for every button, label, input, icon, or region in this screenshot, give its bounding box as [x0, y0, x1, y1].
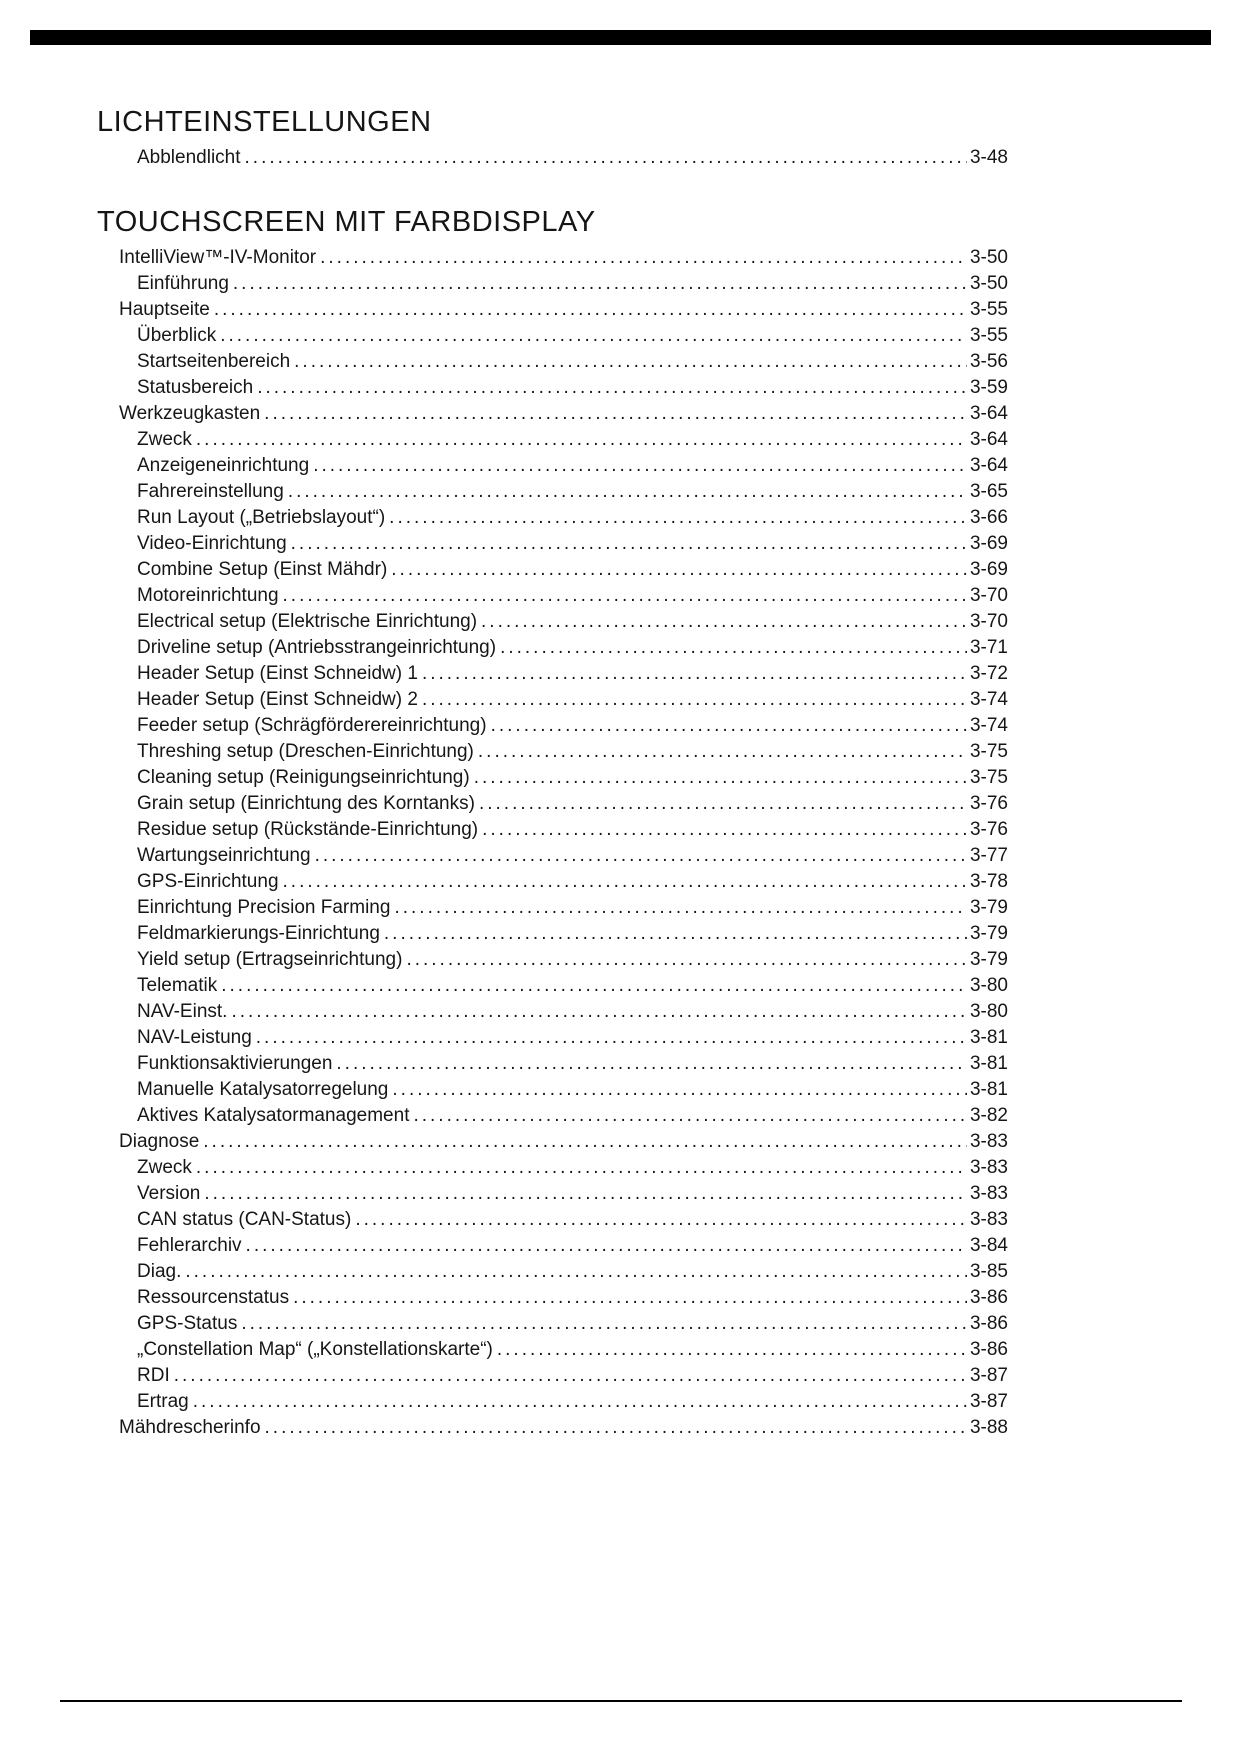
toc-entry	[97, 145, 1008, 171]
toc-entry-page: 3-64	[969, 429, 1008, 450]
toc-entry	[97, 713, 1008, 739]
toc-entry-page: 3-88	[969, 1417, 1008, 1438]
toc-entry-label: Motoreinrichtung	[137, 585, 279, 606]
toc-entry-page: 3-69	[969, 533, 1008, 554]
toc-leader-dots	[313, 453, 967, 479]
toc-entry	[97, 1077, 1008, 1103]
toc-entry-page: 3-83	[969, 1131, 1008, 1152]
toc-entry-label: Fahrereinstellung	[137, 481, 284, 502]
toc-section	[97, 205, 1008, 1441]
toc-leader-dots	[491, 713, 967, 739]
toc-leader-dots	[221, 973, 967, 999]
toc-entry-page: 3-76	[969, 819, 1008, 840]
toc-entry	[97, 1311, 1008, 1337]
toc-leader-dots	[245, 145, 967, 171]
toc-entry-label: Feeder setup (Schrägförderereinrichtung)	[137, 715, 487, 736]
toc-entry-label: Feldmarkierungs-Einrichtung	[137, 923, 380, 944]
toc-entry-label: Zweck	[137, 1157, 192, 1178]
toc-leader-dots	[231, 999, 967, 1025]
toc-entry-page: 3-55	[969, 325, 1008, 346]
toc-entry-page: 3-75	[969, 767, 1008, 788]
toc-leader-dots	[246, 1233, 967, 1259]
toc-entry	[97, 1363, 1008, 1389]
toc-entry-label: Residue setup (Rückstände-Einrichtung)	[137, 819, 479, 840]
toc-leader-dots	[478, 739, 967, 765]
toc-entry	[97, 739, 1008, 765]
toc-entry	[97, 375, 1008, 401]
toc-leader-dots	[500, 635, 967, 661]
toc-entry-page: 3-59	[969, 377, 1008, 398]
toc-entry	[97, 1129, 1008, 1155]
toc-entry-label: Driveline setup (Antriebsstrangeinrichtung)	[137, 637, 497, 658]
toc-entry-label: Fehlerarchiv	[137, 1235, 242, 1256]
toc-entry-page: 3-66	[969, 507, 1008, 528]
toc-leader-dots	[196, 427, 967, 453]
toc-entry-label: Yield setup (Ertragseinrichtung)	[137, 949, 403, 970]
toc-entry-page: 3-87	[969, 1391, 1008, 1412]
toc-entry-page: 3-86	[969, 1287, 1008, 1308]
toc-entry	[97, 661, 1008, 687]
toc-entry	[97, 791, 1008, 817]
toc-entry-page: 3-79	[969, 923, 1008, 944]
toc-entry-page: 3-70	[969, 611, 1008, 632]
toc-entry	[97, 947, 1008, 973]
toc-entry	[97, 973, 1008, 999]
toc-leader-dots	[288, 479, 967, 505]
toc-leader-dots	[283, 583, 967, 609]
toc-entry-label: Run Layout („Betriebslayout“)	[137, 507, 386, 528]
section-title: TOUCHSCREEN MIT FARBDISPLAY	[97, 206, 596, 238]
toc-entry-page: 3-74	[969, 715, 1008, 736]
toc-entry	[97, 1259, 1008, 1285]
toc-entry-label: Ertrag	[137, 1391, 189, 1412]
toc-leader-dots	[389, 505, 967, 531]
toc-entry-label: Combine Setup (Einst Mähdr)	[137, 559, 388, 580]
toc-entry-page: 3-84	[969, 1235, 1008, 1256]
toc-entry-label: Einrichtung Precision Farming	[137, 897, 391, 918]
toc-entry	[97, 323, 1008, 349]
toc-entry-page: 3-83	[969, 1157, 1008, 1178]
toc-entry-label: Werkzeugkasten	[119, 403, 261, 424]
toc-entry-page: 3-71	[969, 637, 1008, 658]
toc-leader-dots	[422, 687, 967, 713]
toc-entry-page: 3-86	[969, 1313, 1008, 1334]
toc-entry-page: 3-81	[969, 1079, 1008, 1100]
toc-entry	[97, 245, 1008, 271]
toc-entry-page: 3-78	[969, 871, 1008, 892]
toc-entry-page: 3-55	[969, 299, 1008, 320]
toc-entry-page: 3-72	[969, 663, 1008, 684]
toc-entry-page: 3-48	[969, 147, 1008, 168]
toc-entry-page: 3-80	[969, 1001, 1008, 1022]
toc-entry-page: 3-74	[969, 689, 1008, 710]
toc-leader-dots	[233, 271, 967, 297]
toc-leader-dots	[196, 1155, 967, 1181]
toc-entry	[97, 921, 1008, 947]
toc-entry-label: Version	[137, 1183, 201, 1204]
toc-entry-label: Grain setup (Einrichtung des Korntanks)	[137, 793, 475, 814]
toc-leader-dots	[256, 1025, 967, 1051]
toc-entry-page: 3-87	[969, 1365, 1008, 1386]
toc-entry	[97, 583, 1008, 609]
toc-entry-label: Electrical setup (Elektrische Einrichtung)	[137, 611, 478, 632]
toc-entry-page: 3-79	[969, 897, 1008, 918]
toc-entry	[97, 531, 1008, 557]
toc-entry-label: Statusbereich	[137, 377, 254, 398]
toc-entry-label: NAV-Einst.	[137, 1001, 228, 1022]
toc-entry-page: 3-75	[969, 741, 1008, 762]
toc-entry-label: Zweck	[137, 429, 192, 450]
toc-leader-dots	[294, 349, 967, 375]
toc-leader-dots	[481, 609, 967, 635]
toc-entry-page: 3-79	[969, 949, 1008, 970]
toc-content	[97, 105, 1008, 1441]
toc-leader-dots	[406, 947, 967, 973]
toc-leader-dots	[482, 817, 967, 843]
toc-entry	[97, 687, 1008, 713]
toc-leader-dots	[220, 323, 967, 349]
toc-entry	[97, 1207, 1008, 1233]
toc-leader-dots	[422, 661, 967, 687]
toc-entry-page: 3-65	[969, 481, 1008, 502]
toc-entry-label: Threshing setup (Dreschen-Einrichtung)	[137, 741, 474, 762]
toc-leader-dots	[479, 791, 967, 817]
toc-entry-label: Ressourcenstatus	[137, 1287, 290, 1308]
toc-entry	[97, 271, 1008, 297]
toc-leader-dots	[264, 401, 967, 427]
toc-entry-page: 3-70	[969, 585, 1008, 606]
toc-leader-dots	[257, 375, 967, 401]
toc-leader-dots	[174, 1363, 967, 1389]
toc-section	[97, 105, 1008, 171]
toc-entry	[97, 479, 1008, 505]
toc-entry-label: Telematik	[137, 975, 218, 996]
toc-entry	[97, 869, 1008, 895]
toc-entry-page: 3-83	[969, 1183, 1008, 1204]
toc-entry-page: 3-76	[969, 793, 1008, 814]
toc-entry-label: GPS-Status	[137, 1313, 238, 1334]
toc-leader-dots	[384, 921, 967, 947]
toc-entry-page: 3-77	[969, 845, 1008, 866]
toc-entry-label: Überblick	[137, 325, 217, 346]
toc-entry	[97, 1285, 1008, 1311]
toc-entry	[97, 765, 1008, 791]
toc-entry	[97, 557, 1008, 583]
toc-entry-label: Diagnose	[119, 1131, 200, 1152]
toc-leader-dots	[241, 1311, 967, 1337]
toc-entry	[97, 505, 1008, 531]
toc-entry-label: Wartungseinrichtung	[137, 845, 311, 866]
toc-entry	[97, 1155, 1008, 1181]
toc-leader-dots	[392, 1077, 967, 1103]
toc-leader-dots	[283, 869, 967, 895]
toc-entry-page: 3-82	[969, 1105, 1008, 1126]
toc-leader-dots	[185, 1259, 967, 1285]
toc-entry-label: Diag.	[137, 1261, 182, 1282]
toc-entry-label: Header Setup (Einst Schneidw) 1	[137, 663, 418, 684]
toc-leader-dots	[355, 1207, 967, 1233]
toc-leader-dots	[214, 297, 967, 323]
toc-leader-dots	[320, 245, 967, 271]
toc-leader-dots	[413, 1103, 967, 1129]
toc-entry-label: Startseitenbereich	[137, 351, 291, 372]
toc-entry-label: Hauptseite	[119, 299, 210, 320]
toc-entry-label: GPS-Einrichtung	[137, 871, 279, 892]
toc-entry-page: 3-80	[969, 975, 1008, 996]
toc-entry	[97, 401, 1008, 427]
toc-leader-dots	[203, 1129, 967, 1155]
toc-entry	[97, 349, 1008, 375]
toc-entry-label: „Constellation Map“ („Konstellationskarte“)	[137, 1339, 493, 1360]
toc-entry	[97, 453, 1008, 479]
toc-entry-label: Mähdrescherinfo	[119, 1417, 261, 1438]
toc-entry-label: Manuelle Katalysatorregelung	[137, 1079, 389, 1100]
toc-entry	[97, 1181, 1008, 1207]
toc-entry-page: 3-50	[969, 273, 1008, 294]
toc-entry-page: 3-69	[969, 559, 1008, 580]
bottom-rule	[60, 1700, 1182, 1702]
toc-entry	[97, 895, 1008, 921]
toc-entry	[97, 297, 1008, 323]
toc-leader-dots	[497, 1337, 967, 1363]
toc-entry	[97, 999, 1008, 1025]
toc-leader-dots	[265, 1415, 967, 1441]
toc-leader-dots	[391, 557, 967, 583]
toc-entry	[97, 1389, 1008, 1415]
top-rule	[30, 30, 1211, 45]
toc-entry	[97, 1415, 1008, 1441]
toc-entry-page: 3-64	[969, 403, 1008, 424]
toc-leader-dots	[193, 1389, 967, 1415]
toc-entry-label: Abblendlicht	[137, 147, 241, 168]
toc-entry-label: Anzeigeneinrichtung	[137, 455, 310, 476]
toc-entry-label: RDI	[137, 1365, 170, 1386]
toc-entry-page: 3-83	[969, 1209, 1008, 1230]
toc-leader-dots	[293, 1285, 967, 1311]
toc-entry-label: CAN status (CAN-Status)	[137, 1209, 352, 1230]
toc-entry-page: 3-81	[969, 1027, 1008, 1048]
toc-leader-dots	[204, 1181, 967, 1207]
toc-entry	[97, 1103, 1008, 1129]
section-title: LICHTEINSTELLUNGEN	[97, 106, 432, 138]
toc-entry-label: Cleaning setup (Reinigungseinrichtung)	[137, 767, 470, 788]
toc-entry	[97, 427, 1008, 453]
toc-entry-label: Header Setup (Einst Schneidw) 2	[137, 689, 418, 710]
toc-leader-dots	[336, 1051, 967, 1077]
toc-entry-label: NAV-Leistung	[137, 1027, 252, 1048]
toc-entry	[97, 1051, 1008, 1077]
toc-entry-page: 3-85	[969, 1261, 1008, 1282]
toc-leader-dots	[315, 843, 967, 869]
toc-entry-page: 3-86	[969, 1339, 1008, 1360]
toc-entry-page: 3-81	[969, 1053, 1008, 1074]
toc-entry	[97, 1025, 1008, 1051]
toc-entry-label: Einführung	[137, 273, 229, 294]
toc-entry-page: 3-50	[969, 247, 1008, 268]
toc-entry-label: Aktives Katalysatormanagement	[137, 1105, 410, 1126]
toc-entry-page: 3-64	[969, 455, 1008, 476]
toc-entry	[97, 1233, 1008, 1259]
toc-leader-dots	[394, 895, 967, 921]
toc-entry	[97, 635, 1008, 661]
toc-leader-dots	[474, 765, 967, 791]
toc-entry-label: IntelliView™-IV-Monitor	[119, 247, 317, 268]
toc-entry-label: Funktionsaktivierungen	[137, 1053, 333, 1074]
toc-entry	[97, 817, 1008, 843]
toc-entry	[97, 609, 1008, 635]
toc-entry-page: 3-56	[969, 351, 1008, 372]
toc-entry	[97, 1337, 1008, 1363]
toc-leader-dots	[291, 531, 967, 557]
toc-entry	[97, 843, 1008, 869]
toc-entry-label: Video-Einrichtung	[137, 533, 287, 554]
